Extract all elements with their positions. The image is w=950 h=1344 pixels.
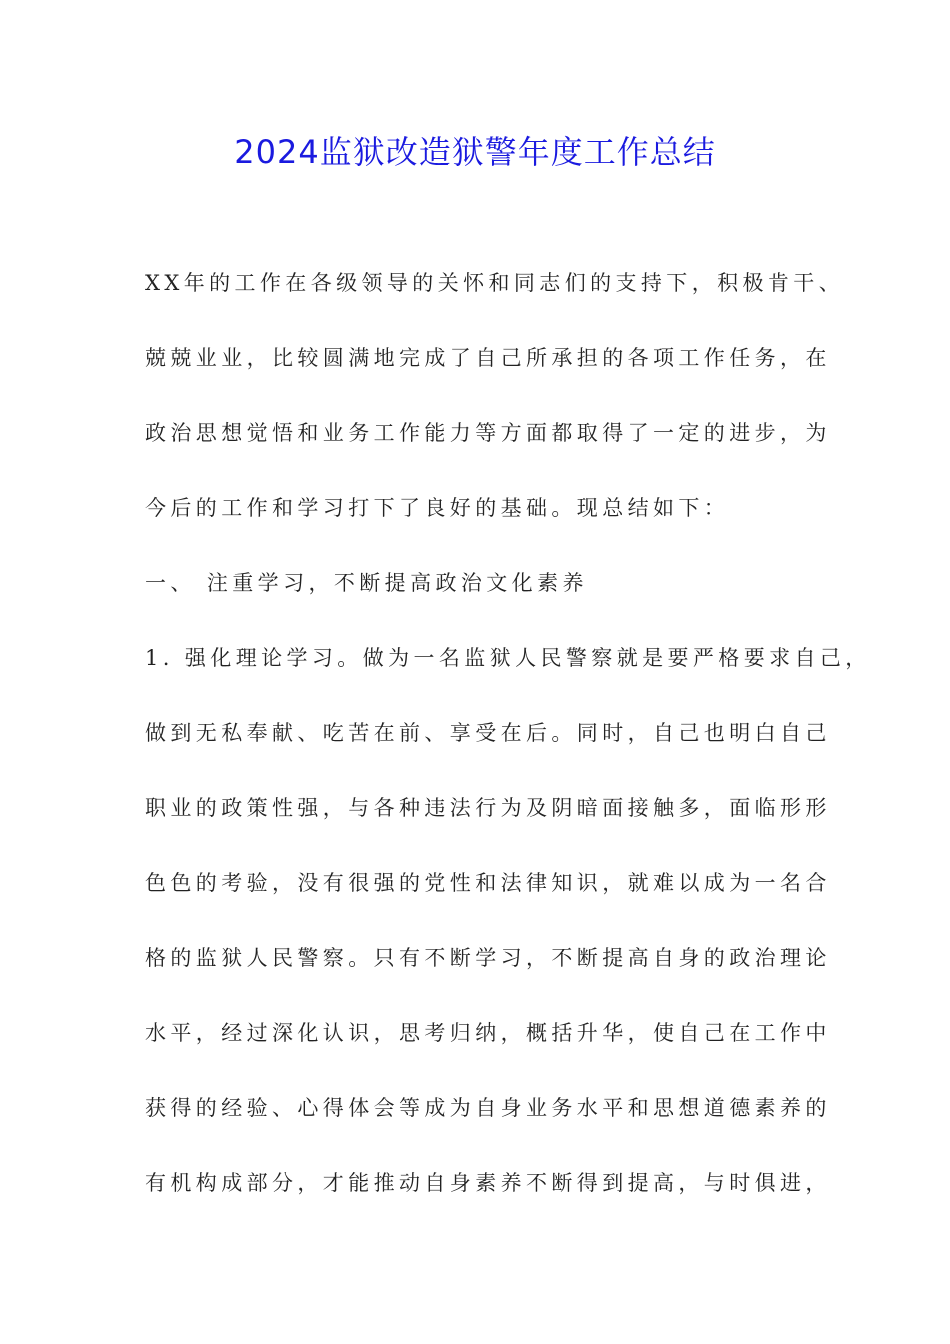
body-line: 色色的考验，没有很强的党性和法律知识，就难以成为一名合	[145, 871, 831, 895]
body-line: XX年的工作在各级领导的关怀和同志们的支持下，积极肯干、	[145, 271, 845, 295]
body-line: 有机构成部分，才能推动自身素养不断得到提高，与时俱进，	[145, 1171, 831, 1195]
body-line: 职业的政策性强，与各种违法行为及阴暗面接触多，面临形形	[145, 796, 831, 820]
document-title: 2024监狱改造狱警年度工作总结	[234, 133, 716, 171]
body-line: 水平，经过深化认识，思考归纳，概括升华，使自己在工作中	[145, 1021, 831, 1045]
body-line: 格的监狱人民警察。只有不断学习，不断提高自身的政治理论	[145, 946, 831, 970]
body-line: 政治思想觉悟和业务工作能力等方面都取得了一定的进步，为	[145, 421, 831, 445]
body-line: 兢兢业业，比较圆满地完成了自己所承担的各项工作任务，在	[145, 346, 831, 370]
body-line: 获得的经验、心得体会等成为自身业务水平和思想道德素养的	[145, 1096, 831, 1120]
body-line: 今后的工作和学习打下了良好的基础。现总结如下：	[145, 496, 730, 520]
section-heading: 一、 注重学习，不断提高政治文化素养	[145, 571, 588, 595]
body-line: 做到无私奉献、吃苦在前、享受在后。同时，自己也明白自己	[145, 721, 831, 745]
body-line: 1. 强化理论学习。做为一名监狱人民警察就是要严格要求自己，	[145, 646, 871, 670]
